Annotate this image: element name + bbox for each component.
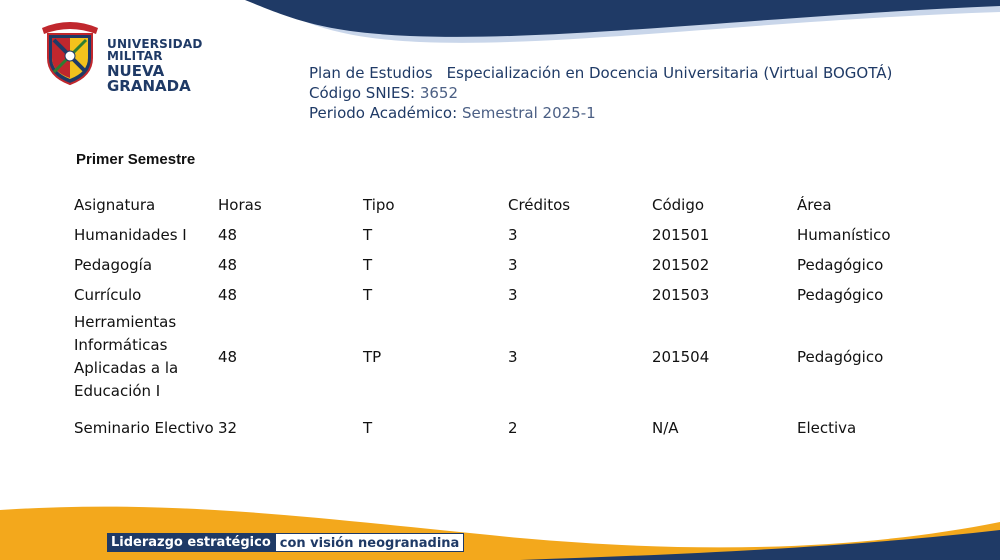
cell-codigo: 201501 <box>652 225 710 244</box>
cell-horas: 32 <box>218 418 238 437</box>
cell-creditos: 2 <box>508 418 518 437</box>
column-header-area: Área <box>797 196 832 214</box>
university-logo <box>38 18 238 95</box>
period-line <box>309 103 892 123</box>
cell-tipo: T <box>363 285 373 304</box>
table-row <box>74 404 917 452</box>
column-header-asignatura: Asignatura <box>74 196 156 214</box>
cell-codigo: 201504 <box>652 347 710 366</box>
snies-value: 3652 <box>419 84 458 102</box>
section-title: Primer Semestre <box>76 151 196 168</box>
cell-horas: 48 <box>218 285 238 304</box>
cell-asignatura: Herramientas Informáticas Aplicadas a la Educación I <box>74 313 179 400</box>
table-row <box>74 220 917 250</box>
logo-text-line1: UNIVERSIDAD MILITAR <box>107 37 203 63</box>
cell-creditos: 3 <box>508 285 518 304</box>
cell-tipo: T <box>363 418 373 437</box>
plan-label: Plan de Estudios <box>309 64 433 82</box>
snies-line <box>309 83 892 103</box>
program-header <box>309 63 892 123</box>
cell-asignatura: Seminario Electivo <box>74 418 214 437</box>
cell-horas: 48 <box>218 255 238 274</box>
cell-horas: 48 <box>218 347 238 366</box>
plan-line <box>309 63 892 83</box>
cell-asignatura: Currículo <box>74 285 142 304</box>
cell-codigo: 201503 <box>652 285 710 304</box>
cell-area: Pedagógico <box>797 255 884 274</box>
period-value: Semestral 2025-1 <box>461 104 596 122</box>
table-row <box>74 250 917 280</box>
cell-creditos: 3 <box>508 225 518 244</box>
cell-tipo: T <box>363 225 373 244</box>
column-header-horas: Horas <box>218 196 262 214</box>
cell-area: Pedagógico <box>797 347 884 366</box>
cell-creditos: 3 <box>508 255 518 274</box>
cell-asignatura: Pedagogía <box>74 255 153 274</box>
period-label: Periodo Académico: <box>309 104 458 122</box>
cell-area: Pedagógico <box>797 285 884 304</box>
cell-horas: 48 <box>218 225 238 244</box>
table-row <box>74 310 917 404</box>
cell-tipo: TP <box>363 347 382 366</box>
plan-value: Especialización en Docencia Universitaria (Virtual BOGOTÁ) <box>446 64 893 82</box>
cell-area: Electiva <box>797 418 857 437</box>
logo-text-line2: NUEVA GRANADA <box>107 62 191 95</box>
cell-tipo: T <box>363 255 373 274</box>
cell-area: Humanístico <box>797 225 891 244</box>
slogan-part2: con visión neogranadina <box>275 533 465 552</box>
slogan-banner <box>107 533 464 552</box>
university-crest-icon <box>38 18 102 86</box>
column-header-creditos: Créditos <box>508 196 571 214</box>
column-header-codigo: Código <box>652 196 705 214</box>
cell-codigo: N/A <box>652 418 679 437</box>
table-header-row <box>74 196 917 220</box>
snies-label: Código SNIES: <box>309 84 416 102</box>
cell-codigo: 201502 <box>652 255 710 274</box>
cell-asignatura: Humanidades I <box>74 225 187 244</box>
courses-table <box>74 196 917 452</box>
table-row <box>74 280 917 310</box>
slogan-part1: Liderazgo estratégico <box>107 533 275 552</box>
column-header-tipo: Tipo <box>363 196 395 214</box>
cell-creditos: 3 <box>508 347 518 366</box>
